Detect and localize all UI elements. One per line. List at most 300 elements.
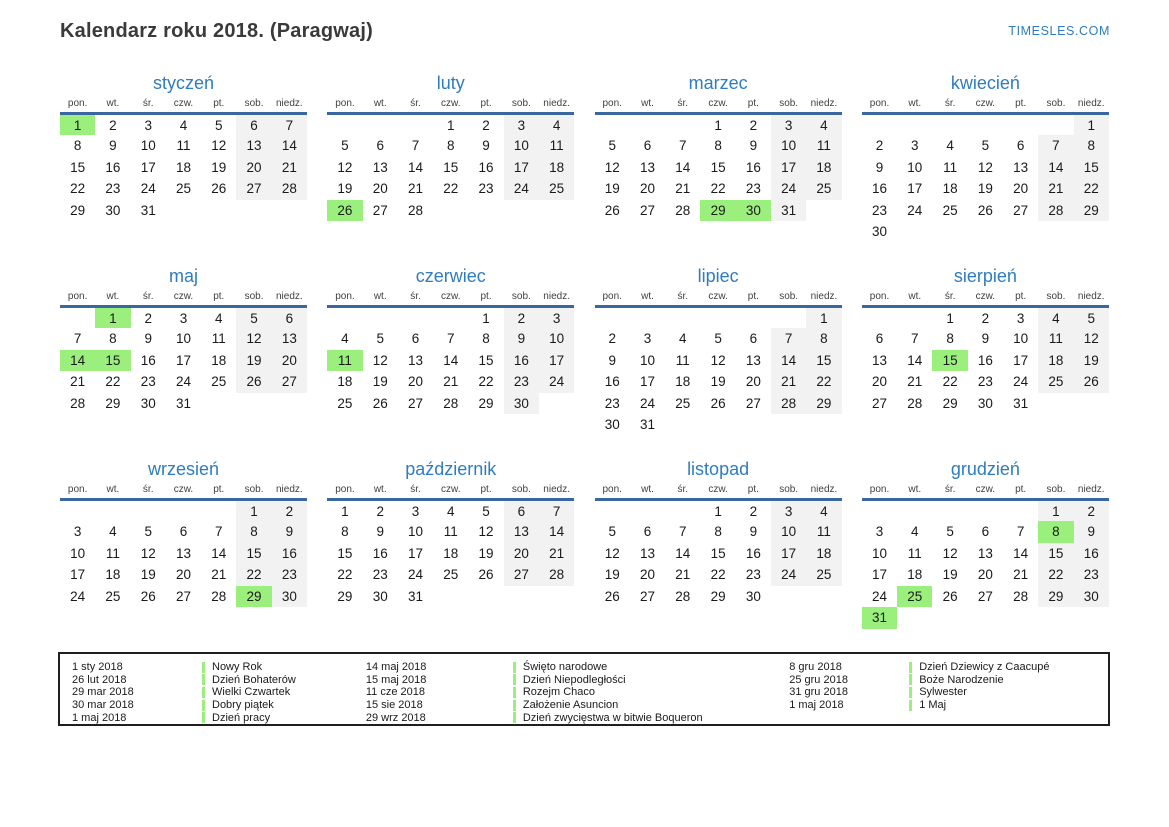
weekday-header: pt. [213, 484, 225, 495]
day-cell: 9 [482, 138, 490, 154]
legend-column [789, 661, 1108, 711]
legend-marker [909, 662, 912, 673]
day-cell: 22 [710, 181, 726, 197]
day-cell: 17 [175, 352, 191, 368]
weekend-day-cell: 2 [1074, 500, 1109, 522]
day-cell: 3 [643, 331, 652, 347]
holiday-day-cell: 14 [60, 350, 95, 372]
day-cell: 22 [443, 181, 459, 197]
day-cell: 31 [640, 417, 656, 433]
day-cell: 29 [942, 395, 958, 411]
legend-holiday-name: Założenie Asuncion [522, 699, 619, 712]
weekday-header: czw. [975, 484, 996, 495]
weekend-day-cell: 16 [504, 350, 539, 372]
day-cell: 25 [675, 395, 691, 411]
months-grid [60, 72, 1109, 658]
weekend-day-cell: 16 [272, 543, 307, 565]
empty-day-cell [236, 200, 271, 222]
day-cell: 6 [411, 331, 420, 347]
legend-marker [513, 712, 516, 723]
empty-day-cell [363, 114, 398, 136]
day-cell: 20 [640, 181, 656, 197]
day-cell: 9 [608, 352, 616, 368]
day-cell: 10 [175, 331, 191, 347]
day-cell: 7 [411, 138, 420, 154]
day-cell: 1 [447, 117, 455, 133]
day-cell: 29 [478, 395, 494, 411]
day-cell: 11 [675, 352, 690, 368]
weekday-header: śr. [677, 484, 689, 495]
legend-entry [789, 674, 1108, 687]
day-cell: 30 [372, 588, 388, 604]
weekend-day-cell: 25 [1038, 371, 1073, 393]
weekday-header: niedz. [1077, 98, 1105, 109]
weekday-header: sob. [511, 98, 531, 109]
day-cell: 26 [604, 202, 620, 218]
day-cell: 1 [341, 503, 349, 519]
legend-entry [72, 674, 366, 687]
weekend-day-cell: 15 [236, 543, 271, 565]
day-cell: 10 [640, 352, 656, 368]
day-cell: 13 [175, 545, 191, 561]
day-cell: 11 [443, 524, 458, 540]
weekend-day-cell: 17 [504, 157, 539, 179]
day-cell: 3 [1016, 310, 1025, 326]
day-cell: 2 [608, 331, 616, 347]
day-cell: 15 [478, 352, 494, 368]
weekend-day-cell: 16 [1074, 543, 1109, 565]
empty-day-cell [539, 393, 574, 415]
month-title: styczeń [152, 73, 215, 93]
weekday-header: czw. [975, 98, 996, 109]
weekday-header: sob. [779, 291, 799, 302]
weekday-header: pt. [480, 291, 492, 302]
site-link[interactable]: TIMESLES.COM [1008, 24, 1110, 38]
day-cell: 29 [337, 588, 353, 604]
legend-entry [366, 674, 789, 687]
holiday-day-cell: 1 [60, 114, 95, 136]
empty-day-cell [468, 200, 503, 222]
day-cell: 14 [211, 545, 227, 561]
weekday-header: wt. [908, 291, 922, 302]
weekend-day-cell: 4 [539, 114, 574, 136]
day-cell: 7 [73, 331, 82, 347]
weekend-day-cell: 15 [1038, 543, 1073, 565]
legend-date: 31 gru 2018 [789, 686, 848, 699]
legend-holiday-name: Wielki Czwartek [212, 686, 291, 699]
empty-day-cell [700, 307, 735, 329]
day-cell: 22 [70, 181, 86, 197]
day-cell: 13 [1013, 159, 1029, 175]
day-cell: 9 [749, 524, 758, 540]
legend-date: 1 sty 2018 [72, 661, 123, 674]
weekend-day-cell: 14 [539, 521, 574, 543]
day-cell: 29 [105, 395, 121, 411]
month-calendar [862, 265, 1109, 458]
day-cell: 13 [640, 159, 656, 175]
weekend-day-cell: 29 [806, 393, 841, 415]
legend-marker [909, 687, 912, 698]
day-cell: 21 [675, 181, 691, 197]
weekday-header: niedz. [276, 98, 303, 109]
day-cell: 16 [977, 352, 993, 368]
day-cell: 5 [946, 524, 954, 540]
weekend-day-cell: 20 [272, 350, 307, 372]
weekday-header: pt. [747, 291, 759, 302]
empty-day-cell [630, 500, 665, 522]
empty-day-cell [1003, 607, 1038, 629]
weekday-header: niedz. [276, 484, 303, 495]
day-cell: 3 [911, 138, 919, 154]
empty-day-cell [897, 607, 932, 629]
day-cell: 10 [407, 524, 424, 540]
day-cell: 26 [942, 588, 958, 604]
day-cell: 8 [482, 331, 490, 347]
day-cell: 22 [105, 374, 121, 390]
day-cell: 19 [604, 567, 620, 583]
day-cell: 19 [710, 374, 726, 390]
day-cell: 20 [372, 181, 388, 197]
empty-day-cell [862, 114, 897, 136]
day-cell: 4 [179, 117, 188, 133]
legend-entry [366, 699, 789, 712]
empty-day-cell [433, 307, 468, 329]
empty-day-cell [327, 307, 362, 329]
weekend-day-cell: 3 [539, 307, 574, 329]
day-cell: 17 [70, 567, 86, 583]
day-cell: 6 [643, 138, 652, 154]
legend-date: 15 maj 2018 [365, 673, 427, 686]
day-cell: 15 [710, 545, 726, 561]
day-cell: 3 [144, 117, 152, 133]
day-cell: 8 [109, 331, 117, 347]
weekend-day-cell: 20 [504, 543, 539, 565]
empty-day-cell [1074, 221, 1109, 243]
empty-day-cell [504, 200, 539, 222]
holiday-day-cell: 31 [862, 607, 897, 629]
legend-marker [909, 674, 912, 685]
day-cell: 14 [1013, 545, 1029, 561]
weekday-header: niedz. [543, 484, 570, 495]
weekend-day-cell: 7 [272, 114, 307, 136]
day-cell: 9 [144, 331, 152, 347]
day-cell: 22 [478, 374, 494, 390]
day-cell: 7 [679, 524, 687, 540]
day-cell: 7 [1016, 524, 1025, 540]
day-cell: 3 [179, 310, 188, 326]
month-calendar [327, 458, 574, 658]
day-cell: 4 [215, 310, 223, 326]
day-cell: 20 [1013, 181, 1029, 197]
empty-day-cell [806, 414, 841, 436]
day-cell: 16 [105, 159, 121, 175]
weekend-day-cell: 27 [236, 178, 271, 200]
weekday-header: pon. [67, 98, 88, 109]
day-cell: 26 [710, 395, 726, 411]
day-cell: 31 [407, 588, 424, 604]
empty-day-cell [433, 200, 468, 222]
weekday-header: pon. [335, 484, 355, 495]
weekday-header: śr. [142, 291, 154, 302]
legend-holiday-name: 1 Maj [919, 699, 947, 712]
legend-holiday-name: Dzień Bohaterów [212, 673, 296, 686]
day-cell: 6 [981, 524, 990, 540]
legend-entry [72, 699, 366, 712]
empty-day-cell [862, 500, 897, 522]
empty-day-cell [398, 307, 433, 329]
weekend-day-cell: 14 [272, 135, 307, 157]
day-cell: 18 [211, 352, 227, 368]
legend-entry [72, 661, 366, 674]
weekend-day-cell: 21 [1038, 178, 1073, 200]
day-cell: 5 [482, 503, 490, 519]
day-cell: 27 [372, 202, 388, 218]
weekday-header: wt. [908, 98, 922, 109]
empty-day-cell [771, 307, 806, 329]
weekday-header: śr. [944, 98, 956, 109]
empty-day-cell [595, 307, 630, 329]
day-cell: 5 [981, 138, 990, 154]
empty-day-cell [897, 307, 932, 329]
legend-holiday-name: Dzień pracy [212, 711, 271, 724]
weekend-day-cell: 8 [1074, 135, 1109, 157]
weekday-header: śr. [410, 484, 421, 495]
day-cell: 24 [175, 374, 191, 390]
empty-day-cell [60, 500, 95, 522]
day-cell: 2 [749, 117, 758, 133]
legend-entry [72, 686, 366, 699]
day-cell: 18 [175, 159, 191, 175]
weekend-day-cell: 28 [1038, 200, 1073, 222]
legend-marker [513, 687, 516, 698]
day-cell: 20 [175, 567, 191, 583]
day-cell: 26 [140, 588, 156, 604]
month-calendar [60, 72, 307, 265]
day-cell: 30 [105, 202, 121, 218]
day-cell: 20 [640, 567, 656, 583]
weekday-header: śr. [677, 98, 689, 109]
day-cell: 28 [211, 588, 227, 604]
day-cell: 24 [70, 588, 86, 604]
legend-holiday-name: Dzień Dziewicy z Caacupé [919, 661, 1050, 674]
empty-day-cell [897, 114, 932, 136]
day-cell: 1 [946, 310, 954, 326]
legend-date: 29 wrz 2018 [365, 711, 426, 724]
weekend-day-cell: 17 [539, 350, 574, 372]
empty-day-cell [665, 307, 700, 329]
weekday-header: pt. [213, 291, 225, 302]
day-cell: 20 [977, 567, 993, 583]
day-cell: 25 [105, 588, 121, 604]
day-cell: 14 [675, 545, 691, 561]
day-cell: 25 [211, 374, 227, 390]
day-cell: 2 [144, 310, 152, 326]
legend-holiday-name: Dobry piątek [212, 699, 274, 712]
day-cell: 12 [140, 545, 156, 561]
empty-day-cell [968, 607, 1003, 629]
month-title: luty [436, 73, 465, 93]
day-cell: 21 [443, 374, 459, 390]
legend-date: 11 cze 2018 [365, 686, 425, 699]
day-cell: 24 [872, 588, 888, 604]
weekday-header: niedz. [543, 98, 570, 109]
day-cell: 20 [872, 374, 888, 390]
legend-date: 15 sie 2018 [365, 699, 423, 712]
day-cell: 23 [372, 567, 388, 583]
empty-day-cell [897, 221, 932, 243]
day-cell: 12 [478, 524, 494, 540]
day-cell: 31 [175, 395, 191, 411]
day-cell: 3 [411, 503, 420, 519]
day-cell: 10 [140, 138, 156, 154]
weekend-day-cell: 5 [1074, 307, 1109, 329]
legend-holiday-name: Boże Narodzenie [919, 673, 1004, 686]
weekend-day-cell: 1 [236, 500, 271, 522]
weekday-header: pon. [869, 291, 890, 302]
month-title: czerwiec [415, 266, 486, 286]
legend-date: 26 lut 2018 [72, 673, 127, 686]
weekday-header: pon. [335, 291, 355, 302]
weekend-day-cell: 26 [236, 371, 271, 393]
legend-entry [789, 686, 1108, 699]
empty-day-cell [363, 307, 398, 329]
legend-holiday-name: Dzień zwycięstwa w bitwie Boqueron [522, 711, 703, 724]
day-cell: 29 [710, 588, 726, 604]
weekend-day-cell: 9 [272, 521, 307, 543]
weekday-header: niedz. [810, 291, 838, 302]
day-cell: 5 [714, 331, 722, 347]
day-cell: 13 [407, 352, 424, 368]
day-cell: 17 [407, 545, 424, 561]
legend-date: 14 maj 2018 [365, 661, 427, 674]
weekday-header: czw. [708, 98, 728, 109]
day-cell: 24 [640, 395, 656, 411]
day-cell: 2 [109, 117, 117, 133]
empty-day-cell [1038, 607, 1073, 629]
weekend-day-cell: 13 [504, 521, 539, 543]
page-title: Kalendarz roku 2018. (Paragwaj) [60, 20, 373, 42]
weekend-day-cell: 11 [806, 521, 841, 543]
weekend-day-cell: 2 [272, 500, 307, 522]
day-cell: 30 [745, 588, 761, 604]
day-cell: 12 [337, 159, 353, 175]
day-cell: 4 [679, 331, 687, 347]
day-cell: 8 [946, 331, 954, 347]
day-cell: 14 [675, 159, 691, 175]
holiday-day-cell: 26 [327, 200, 362, 222]
day-cell: 30 [872, 224, 888, 240]
month-title: marzec [688, 73, 748, 93]
legend-date: 25 gru 2018 [789, 673, 848, 686]
weekend-day-cell: 22 [236, 564, 271, 586]
legend-date: 30 mar 2018 [72, 699, 134, 712]
weekday-header: wt. [106, 484, 120, 495]
weekend-day-cell: 31 [771, 200, 806, 222]
legend-marker [513, 662, 516, 673]
weekend-day-cell: 4 [1038, 307, 1073, 329]
day-cell: 9 [376, 524, 384, 540]
weekend-day-cell: 6 [272, 307, 307, 329]
weekday-header: niedz. [276, 291, 303, 302]
day-cell: 6 [875, 331, 884, 347]
empty-day-cell [736, 414, 771, 436]
empty-day-cell [700, 414, 735, 436]
day-cell: 11 [176, 138, 191, 154]
month-calendar [60, 458, 307, 658]
day-cell: 31 [140, 202, 156, 218]
weekday-header: wt. [106, 98, 120, 109]
day-cell: 5 [215, 117, 223, 133]
weekend-day-cell: 10 [771, 521, 806, 543]
legend-entry [789, 699, 1108, 712]
weekend-day-cell: 25 [539, 178, 574, 200]
month-calendar [595, 265, 842, 458]
weekday-header: śr. [677, 291, 689, 302]
weekend-day-cell: 1 [1038, 500, 1073, 522]
day-cell: 8 [714, 524, 722, 540]
legend-date: 1 maj 2018 [72, 711, 127, 724]
weekend-day-cell: 11 [806, 135, 841, 157]
day-cell: 23 [977, 374, 993, 390]
empty-day-cell [468, 586, 503, 608]
weekday-header: czw. [441, 98, 461, 109]
weekend-day-cell: 24 [771, 178, 806, 200]
day-cell: 1 [714, 117, 722, 133]
weekday-header: niedz. [543, 291, 570, 302]
day-cell: 11 [105, 545, 120, 561]
day-cell: 27 [977, 588, 993, 604]
weekday-header: czw. [173, 98, 194, 109]
day-cell: 24 [140, 181, 156, 197]
weekday-header: sob. [779, 484, 799, 495]
day-cell: 9 [875, 159, 884, 175]
weekday-header: śr. [142, 98, 154, 109]
legend-date: 29 mar 2018 [72, 686, 134, 699]
weekend-day-cell: 9 [1074, 521, 1109, 543]
day-cell: 9 [981, 331, 990, 347]
weekend-day-cell: 13 [236, 135, 271, 157]
legend-entry [72, 711, 366, 724]
day-cell: 27 [1013, 202, 1029, 218]
day-cell: 18 [907, 567, 923, 583]
legend-entry [366, 686, 789, 699]
month-calendar [327, 72, 574, 265]
day-cell: 24 [407, 567, 424, 583]
page-header [60, 20, 1110, 50]
weekday-header: sob. [1046, 484, 1066, 495]
weekday-header: pt. [213, 98, 225, 109]
weekend-day-cell: 17 [771, 543, 806, 565]
day-cell: 22 [337, 567, 353, 583]
day-cell: 8 [341, 524, 349, 540]
month-calendar [595, 72, 842, 265]
holiday-day-cell: 1 [95, 307, 130, 329]
day-cell: 29 [70, 202, 86, 218]
legend-entry [789, 661, 1108, 674]
holiday-day-cell: 15 [932, 350, 967, 372]
day-cell: 3 [73, 524, 82, 540]
day-cell: 5 [341, 138, 349, 154]
day-cell: 13 [745, 352, 761, 368]
day-cell: 13 [872, 352, 888, 368]
weekend-day-cell: 27 [272, 371, 307, 393]
weekend-day-cell: 20 [236, 157, 271, 179]
weekday-header: wt. [373, 291, 387, 302]
weekend-day-cell: 22 [806, 371, 841, 393]
day-cell: 7 [215, 524, 223, 540]
weekday-header: pt. [480, 98, 492, 109]
weekend-day-cell: 29 [1038, 586, 1073, 608]
